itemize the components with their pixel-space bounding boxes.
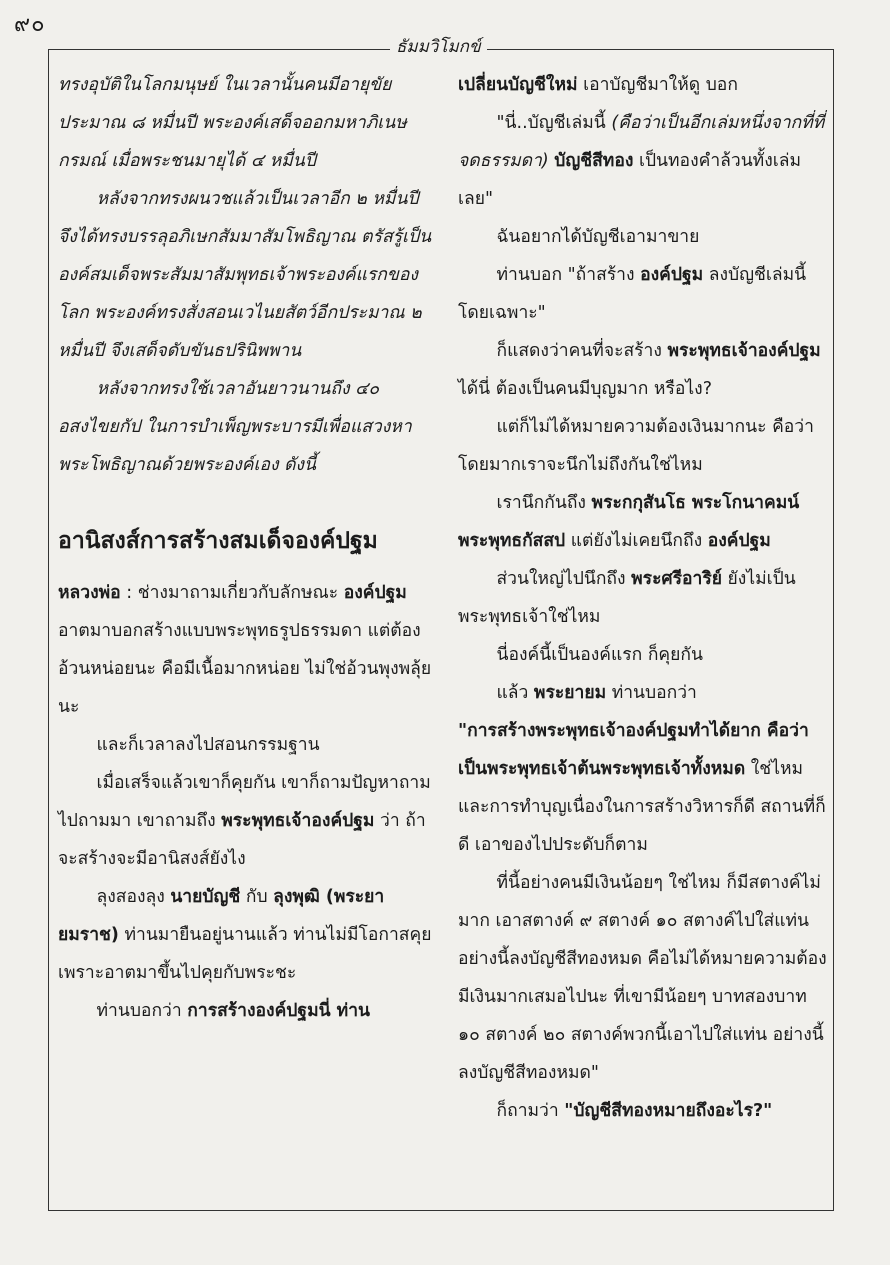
bold-run: องค์ปฐม — [343, 583, 407, 603]
paragraph — [458, 256, 828, 332]
paragraph: แต่ก็ไม่ได้หมายความต้องเงินมากนะ คือว่าโดยมากเราจะนึกไม่ถึงกันใช่ไหม — [458, 417, 814, 475]
text-run: เรานึกกันถึง — [496, 493, 592, 513]
paragraph — [58, 764, 438, 878]
section-title: อานิสงส์การสร้างสมเด็จองค์ปฐม — [58, 528, 378, 554]
page-number: ๙๐ — [14, 12, 46, 37]
bold-run: พระพุทธเจ้าองค์ปฐม — [667, 341, 821, 361]
text-run: ว่า ถ้าจะสร้างจะมีอานิสงส์ยังไง — [58, 811, 426, 869]
bold-quote: "การสร้างพระพุทธเจ้าองค์ปฐมทำได้ยาก คือว่าเป็นพระพุทธเจ้าต้นพระพุทธเจ้าทั้งหมด — [458, 721, 809, 779]
text-run: ท่านมายืนอยู่นานแล้ว ท่านไม่มีโอกาสคุย เพราะอาตมาขึ้นไปคุยกับพระชะ — [58, 925, 432, 983]
paragraph — [458, 484, 828, 560]
text-run: ได้นี่ ต้องเป็นคนมีบุญมาก หรือไง? — [458, 379, 712, 399]
bold-run: เปลี่ยนบัญชีใหม่ — [458, 75, 578, 95]
paragraph — [58, 574, 438, 726]
paragraph — [458, 712, 828, 864]
bold-run: พระพุทธเจ้าองค์ปฐม — [221, 811, 375, 831]
paragraph: หลังจากทรงผนวชแล้วเป็นเวลาอีก ๒ หมื่นปี จึงได้ทรงบรรลุอภิเษกสัมมาสัมโพธิญาณ ตรัสรู้เป็นองค์สมเด็จพระสัมมาสัมพุทธเจ้าพระองค์แรกของโลก พระองค์ทรงสั่งสอนเวไนยสัตว์อีกประมาณ ๒ หมื่นปี จึงเสด็จดับขันธปรินิพพาน — [58, 189, 432, 361]
text-run: ก็ถามว่า — [496, 1101, 565, 1121]
paragraph: นี่องค์นี้เป็นองค์แรก ก็คุยกัน — [496, 645, 703, 665]
bold-run: ลุงพุฒิ (พระยายมราช) — [58, 887, 385, 945]
bold-run: การสร้างองค์ปฐมนี่ ท่าน — [187, 1001, 370, 1021]
text-run: เมื่อเสร็จแล้วเขาก็คุยกัน เขาก็ถามปัญหาถามไปถามมา เขาถามถึง — [58, 773, 431, 831]
paragraph: หลังจากทรงใช้เวลาอันยาวนานถึง ๔๐ อสงไขยกัป ในการบำเพ็ญพระบารมีเพื่อแสวงหาพระโพธิญาณด้วยพระองค์เอง ดังนี้ — [58, 379, 412, 475]
text-run: : ช่างมาถามเกี่ยวกับลักษณะ — [120, 583, 344, 603]
text-run: ส่วนใหญ่ไปนึกถึง — [496, 569, 632, 589]
paragraph: ฉันอยากได้บัญชีเอามาขาย — [496, 227, 700, 247]
bold-run: นายบัญชี — [170, 887, 241, 907]
paragraph — [458, 104, 828, 218]
paragraph — [458, 560, 828, 636]
text-run: ท่านบอกว่า — [96, 1001, 188, 1021]
bold-run: บัญชีสีทอง — [554, 151, 634, 171]
text-run: อาตมาบอกสร้างแบบพระพุทธรูปธรรมดา แต่ต้องอ้วนหน่อยนะ คือมีเนื้อมากหน่อย ไม่ใช่อ้วนพุงพลุ้ยนะ — [58, 621, 432, 717]
bold-run: พระยายม — [533, 683, 607, 703]
italic-run: (คือว่าเป็นอีกเล่มหนึ่งจากที่ที่จดธรรมดา) — [458, 113, 825, 171]
paragraph — [58, 992, 438, 1030]
text-run: แล้ว — [496, 683, 534, 703]
right-column — [458, 66, 828, 1130]
bold-run: พระศรีอาริย์ — [631, 569, 722, 589]
text-run: เป็นทองคำล้วนทั้งเล่มเลย" — [458, 151, 801, 209]
paragraph: ทรงอุบัติในโลกมนุษย์ ในเวลานั้นคนมีอายุขัยประมาณ ๘ หมื่นปี พระองค์เสด็จออกมหาภิเนษกรมณ์ เมื่อพระชนมายุได้ ๔ หมื่นปี — [58, 75, 407, 171]
text-run: ลงบัญชีเล่มนี้โดยเฉพาะ" — [458, 265, 807, 323]
paragraph — [458, 674, 828, 712]
text-run: ใช่ไหม และการทำบุญเนื่องในการสร้างวิหารก็ดี สถานที่ก็ดี เอาของไปประดับก็ตาม — [458, 759, 826, 855]
bold-quote: "บัญชีสีทองหมายถึงอะไร?" — [564, 1101, 773, 1121]
left-column — [58, 66, 438, 1030]
running-header: ธัมมวิโมกข์ — [390, 33, 487, 60]
text-run: ก็แสดงว่าคนที่จะสร้าง — [496, 341, 668, 361]
text-run: ยังไม่เป็นพระพุทธเจ้าใช่ไหม — [458, 569, 796, 627]
paragraph — [458, 1092, 828, 1130]
paragraph — [458, 332, 828, 408]
bold-run: องค์ปฐม — [640, 265, 704, 285]
bold-run: พระกกุสันโธ พระโกนาคมน์ พระพุทธกัสสป — [458, 493, 800, 551]
paragraph: และก็เวลาลงไปสอนกรรมฐาน — [96, 735, 320, 755]
speaker-label: หลวงพ่อ — [58, 583, 121, 603]
text-run: แต่ยังไม่เคยนึกถึง — [565, 531, 708, 551]
paragraph — [458, 66, 828, 104]
paragraph: ที่นี้อย่างคนมีเงินน้อยๆ ใช่ไหม ก็มีสตางค์ไม่มาก เอาสตางค์ ๙ สตางค์ ๑๐ สตางค์ไปใส่แท่น อย่างนี้ลงบัญชีสีทองหมด คือไม่ได้หมายความต้องมีเงินมากเสมอไปนะ ที่เขามีน้อยๆ บาทสองบาท ๑๐ สตางค์ ๒๐ สตางค์พวกนี้เอาไปใส่แท่น อย่างนี้ลงบัญชีสีทองหมด" — [458, 873, 827, 1083]
paragraph — [58, 878, 438, 992]
text-run: ท่านบอกว่า — [606, 683, 697, 703]
text-run: ท่านบอก "ถ้าสร้าง — [496, 265, 641, 285]
bold-run: องค์ปฐม — [707, 531, 771, 551]
text-run: เอาบัญชีมาให้ดู บอก — [577, 75, 738, 95]
text-run: กับ — [240, 887, 274, 907]
text-run: "นี่..บัญชีเล่มนี้ — [496, 113, 612, 133]
text-run: ลุงสองลุง — [96, 887, 171, 907]
